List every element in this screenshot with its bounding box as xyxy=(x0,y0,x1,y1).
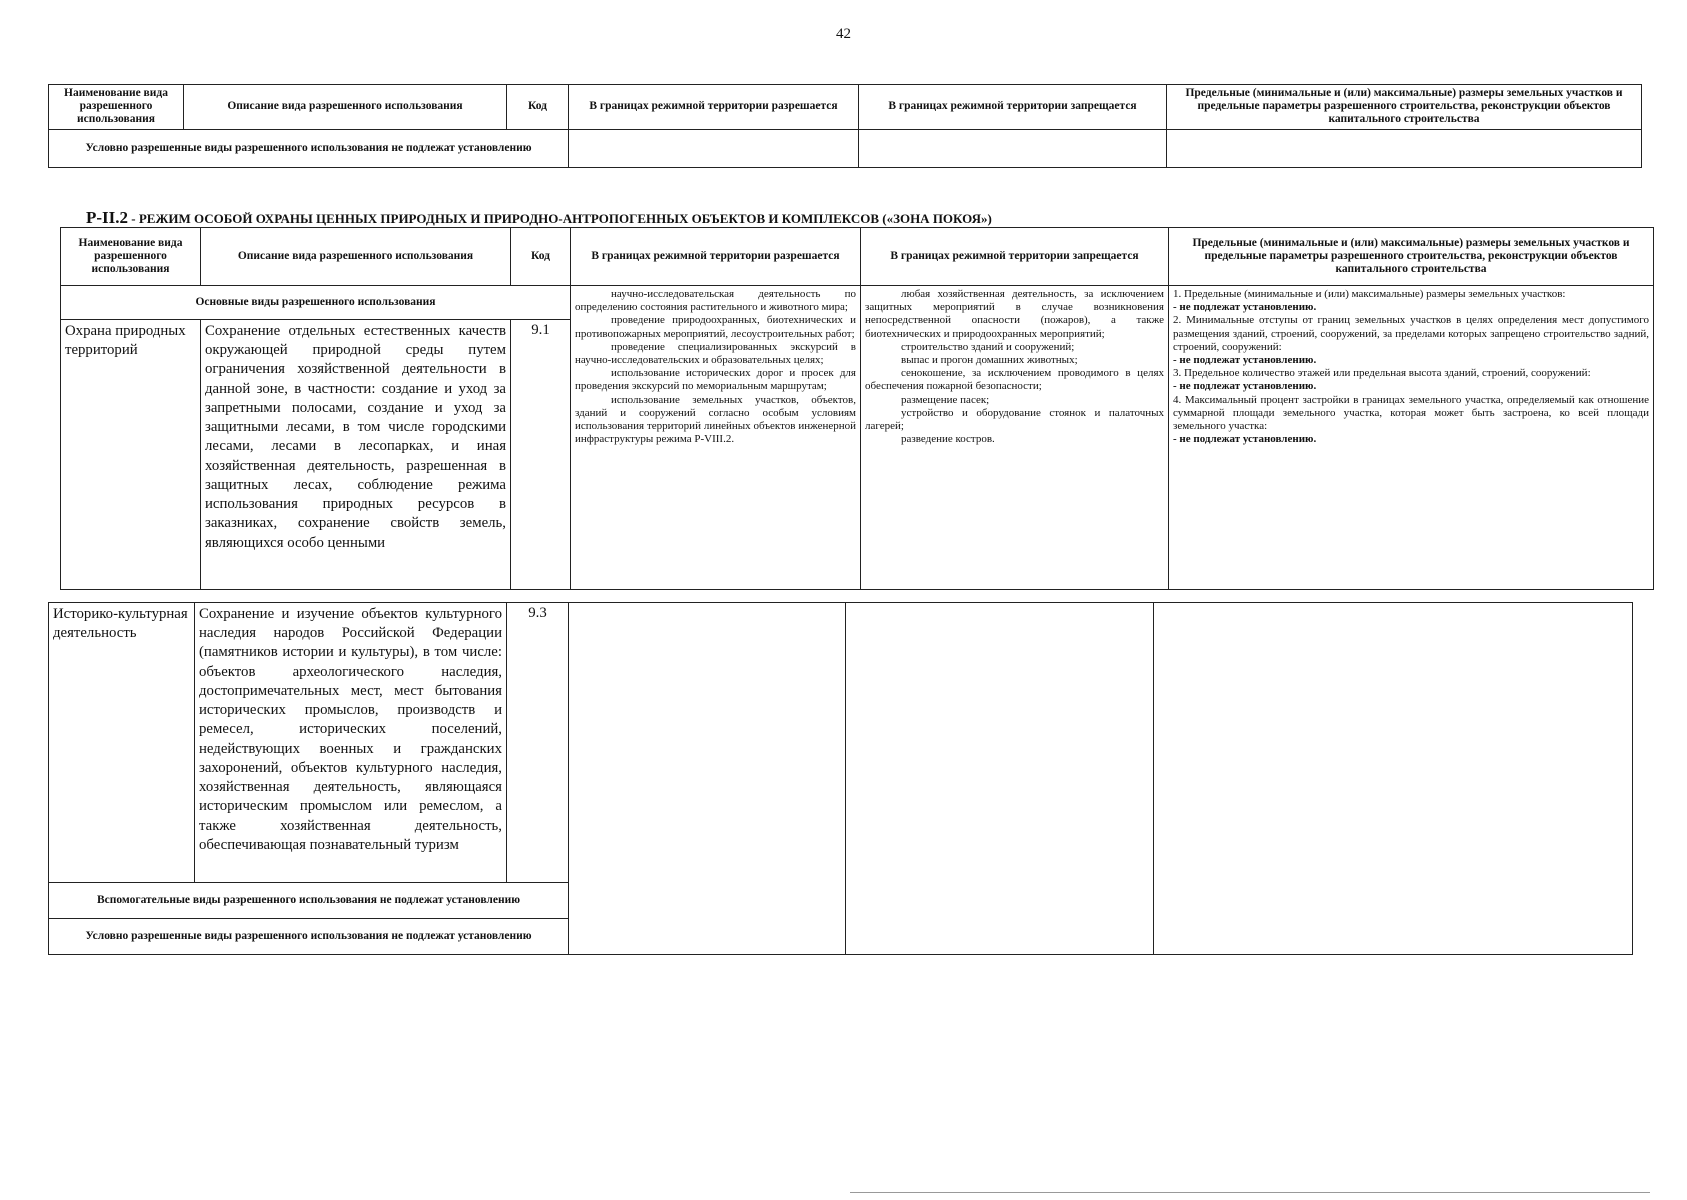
header-row xyxy=(61,228,1654,286)
conditional-note: Условно разрешенные виды разрешенного использования не подлежат установлению xyxy=(49,919,569,955)
header-code: Код xyxy=(507,85,569,130)
section-name: - РЕЖИМ ОСОБОЙ ОХРАНЫ ЦЕННЫХ ПРИРОДНЫХ И ПРИРОДНО-АНТРОПОГЕННЫХ ОБЪЕКТОВ И КОМПЛЕКСОВ («ЗОНА ПОКОЯ») xyxy=(128,211,992,226)
list-item: - не подлежат установлению. xyxy=(1173,433,1317,446)
list-item: научно-исследовательская деятельность по определению состояния растительного и животного мира; xyxy=(575,288,856,314)
header-row xyxy=(49,85,1642,130)
list-item: - не подлежат установлению. xyxy=(1173,301,1317,314)
list-item: устройство и оборудование стоянок и палаточных лагерей; xyxy=(865,406,1164,432)
forbidden-list xyxy=(861,286,1169,590)
list-item: проведение природоохранных, биотехнических и противопожарных мероприятий, лесоустроительных работ; xyxy=(575,314,856,340)
auxiliary-note: Вспомогательные виды разрешенного использования не подлежат установлению xyxy=(49,883,569,919)
header-limits: Предельные (минимальные и (или) максимальные) размеры земельных участков и предельные параметры разрешенного строительства, реконструкции объектов капитального строительства xyxy=(1169,228,1654,286)
row1-name: Охрана природных территорий xyxy=(61,320,201,590)
header-name: Наименование вида разрешенного использования xyxy=(61,228,201,286)
allowed-list xyxy=(571,286,861,590)
list-item: сенокошение, за исключением проводимого в целях обеспечения пожарной безопасности; xyxy=(865,367,1164,393)
list-item: использование земельных участков, объектов, зданий и сооружений согласно особым условиям использования территорий линейных объектов инженерной инфраструктуры режима Р-VIII.2. xyxy=(575,393,856,446)
empty-cell xyxy=(569,129,859,167)
row2-name: Историко-культурная деятельность xyxy=(49,603,195,883)
row2-code: 9.3 xyxy=(507,603,569,883)
top-table xyxy=(48,84,1642,168)
list-item: любая хозяйственная деятельность, за исключением защитных мероприятий в случае возникновения непосредственной опасности (пожаров), а также биотехнических и природоохранных мероприятий; xyxy=(865,288,1164,340)
table-row xyxy=(49,603,1633,883)
section-title xyxy=(86,208,992,228)
empty-cell xyxy=(1154,603,1633,955)
list-item: проведение специализированных экскурсий в научно-исследовательских и образовательных целях; xyxy=(575,340,856,366)
row2-description: Сохранение и изучение объектов культурного наследия народов Российской Федерации (памятников истории и культуры), в том числе: объектов археологического наследия, достопримечательных мест, мест бытования исторических промыслов, производств и ремесел, исторических поселений, недействующих военных и гражданских захоронений, объектов культурного наследия, хозяйственная деятельность, являющаяся историческим промыслом или ремеслом, а также хозяйственная деятельность, обеспечивающая познавательный туризм xyxy=(195,603,507,883)
conditional-note: Условно разрешенные виды разрешенного использования не подлежат установлению xyxy=(49,129,569,167)
header-name: Наименование вида разрешенного использования xyxy=(49,85,184,130)
section-table-continued xyxy=(48,602,1633,955)
section-table xyxy=(60,227,1654,590)
main-types-row xyxy=(61,286,1654,320)
header-limits: Предельные (минимальные и (или) максимальные) размеры земельных участков и предельные параметры разрешенного строительства, реконструкции объектов капитального строительства xyxy=(1167,85,1642,130)
scan-edge-line xyxy=(850,1192,1650,1193)
list-item: 4. Максимальный процент застройки в границах земельного участка, определяемый как отношение суммарной площади земельного участка, которая может быть застроена, ко всей площади земельного участка: xyxy=(1173,393,1649,432)
empty-cell xyxy=(1167,129,1642,167)
header-description: Описание вида разрешенного использования xyxy=(201,228,511,286)
list-item: 1. Предельные (минимальные и (или) максимальные) размеры земельных участков: xyxy=(1173,288,1566,300)
page-number: 42 xyxy=(836,26,851,42)
header-allowed: В границах режимной территории разрешается xyxy=(571,228,861,286)
header-allowed: В границах режимной территории разрешается xyxy=(569,85,859,130)
row1-description: Сохранение отдельных естественных качеств окружающей природной среды путем ограничения хозяйственной деятельности в данной зоне, в частности: создание и уход за запретными полосами, создание и уход за защитными лесами, в том числе городскими лесами, лесами в лесопарках, и иная хозяйственная деятельность, разрешенная в защитных лесах, соблюдение режима использования природных ресурсов в заказниках, сохранение свойств земель, являющихся особо ценными xyxy=(201,320,511,590)
header-forbidden: В границах режимной территории запрещается xyxy=(861,228,1169,286)
list-item: 3. Предельное количество этажей или предельная высота зданий, строений, сооружений: xyxy=(1173,367,1591,380)
header-code: Код xyxy=(511,228,571,286)
list-item: разведение костров. xyxy=(901,433,995,446)
header-forbidden: В границах режимной территории запрещается xyxy=(859,85,1167,130)
main-types-label: Основные виды разрешенного использования xyxy=(61,286,571,320)
list-item: - не подлежат установлению. xyxy=(1173,353,1317,366)
list-item: строительство зданий и сооружений; xyxy=(901,340,1075,353)
row1-code: 9.1 xyxy=(511,320,571,590)
list-item: использование исторических дорог и просек для проведения экскурсий по мемориальным маршрутам; xyxy=(575,367,856,393)
list-item: размещение пасек; xyxy=(901,393,990,406)
empty-cell xyxy=(569,603,846,955)
list-item: 2. Минимальные отступы от границ земельных участков в целях определения мест допустимого размещения зданий, строений, сооружений, за пределами которых запрещено строительство задний, строений, сооружений: xyxy=(1173,314,1649,353)
header-description: Описание вида разрешенного использования xyxy=(184,85,507,130)
list-item: выпас и прогон домашних животных; xyxy=(901,353,1078,366)
limits-list xyxy=(1169,286,1654,590)
empty-cell xyxy=(846,603,1154,955)
table-row xyxy=(49,129,1642,167)
section-code: Р-II.2 xyxy=(86,208,129,227)
list-item: - не подлежат установлению. xyxy=(1173,380,1317,393)
empty-cell xyxy=(859,129,1167,167)
